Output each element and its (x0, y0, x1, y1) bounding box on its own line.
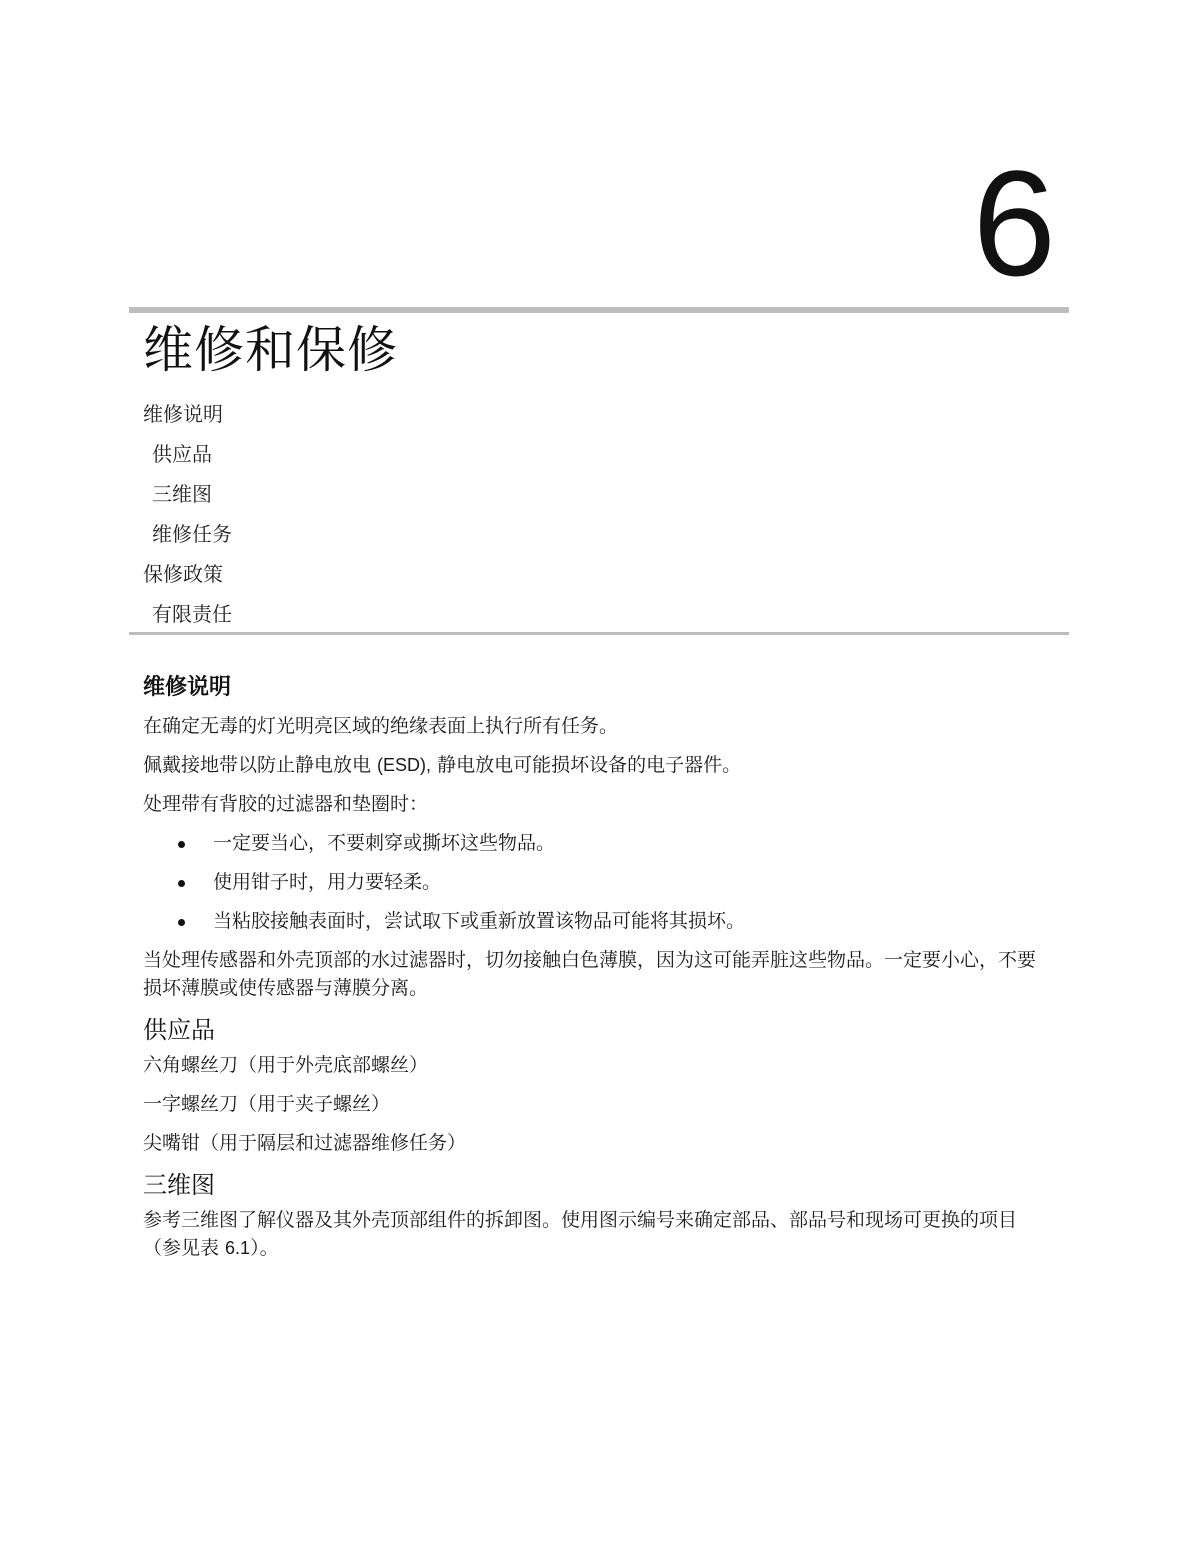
exploded-view-text-suffix: ）。 (250, 1237, 279, 1259)
bullet-text: 当粘胶接触表面时，尝试取下或重新放置该物品可能将其损坏。 (213, 910, 746, 932)
section-heading-service-instructions: 维修说明 (143, 675, 232, 700)
supply-item: 六角螺丝刀（用于外壳底部螺丝） (143, 1054, 429, 1076)
esd-text-suffix: 静电放电可能损坏设备的电子器件。 (431, 754, 742, 776)
supply-item: 一字螺丝刀（用于夹子螺丝） (143, 1093, 391, 1115)
section-heading-supplies: 供应品 (143, 1016, 215, 1044)
bullet-item (143, 829, 1053, 857)
toc-item-limited-liability[interactable]: 有限责任 (152, 602, 232, 626)
table-reference-link[interactable]: 6.1 (225, 1238, 251, 1258)
esd-abbrev: (ESD), (377, 755, 432, 775)
chapter-number: 6 (972, 139, 1056, 307)
esd-text-prefix: 佩戴接地带以防止静电放电 (143, 754, 378, 776)
toc-item-service-instructions[interactable]: 维修说明 (143, 402, 223, 426)
chapter-toc (143, 394, 232, 634)
toc-item-exploded-view[interactable]: 三维图 (152, 482, 212, 506)
toc-bottom-rule (129, 632, 1069, 635)
bullet-item (143, 868, 1053, 896)
paragraph-adhesive-intro: 处理带有背胶的过滤器和垫圈时： (143, 793, 429, 815)
bullet-text: 使用钳子时，用力要轻柔。 (213, 871, 442, 893)
paragraph-esd (143, 751, 1053, 779)
paragraph-work-area: 在确定无毒的灯光明亮区域的绝缘表面上执行所有任务。 (143, 715, 619, 737)
supply-item: 尖嘴钳（用于隔层和过滤器维修任务） (143, 1132, 467, 1154)
toc-item-supplies[interactable]: 供应品 (152, 442, 212, 466)
bullet-icon (178, 880, 185, 887)
bullet-icon (178, 919, 185, 926)
paragraph-exploded-view (143, 1206, 1053, 1262)
section-heading-exploded-view: 三维图 (143, 1171, 215, 1199)
chapter-body (143, 670, 1053, 1273)
exploded-view-text-prefix: 参考三维图了解仪器及其外壳顶部组件的拆卸图。使用图示编号来确定部品、部品号和现场可更换的项目（参见表 (143, 1209, 1018, 1259)
chapter-title: 维修和保修 (143, 321, 398, 379)
toc-item-warranty-policy[interactable]: 保修政策 (143, 562, 223, 586)
paragraph-sensor-membrane: 当处理传感器和外壳顶部的水过滤器时，切勿接触白色薄膜，因为这可能弄脏这些物品。一定要小心，不要损坏薄膜或使传感器与薄膜分离。 (143, 949, 1037, 999)
bullet-item (143, 907, 1053, 935)
toc-item-service-tasks[interactable]: 维修任务 (152, 522, 232, 546)
bullet-text: 一定要当心，不要刺穿或撕坏这些物品。 (213, 832, 556, 854)
adhesive-bullet-list (143, 829, 1053, 935)
bullet-icon (178, 841, 185, 848)
chapter-top-rule (129, 307, 1069, 313)
